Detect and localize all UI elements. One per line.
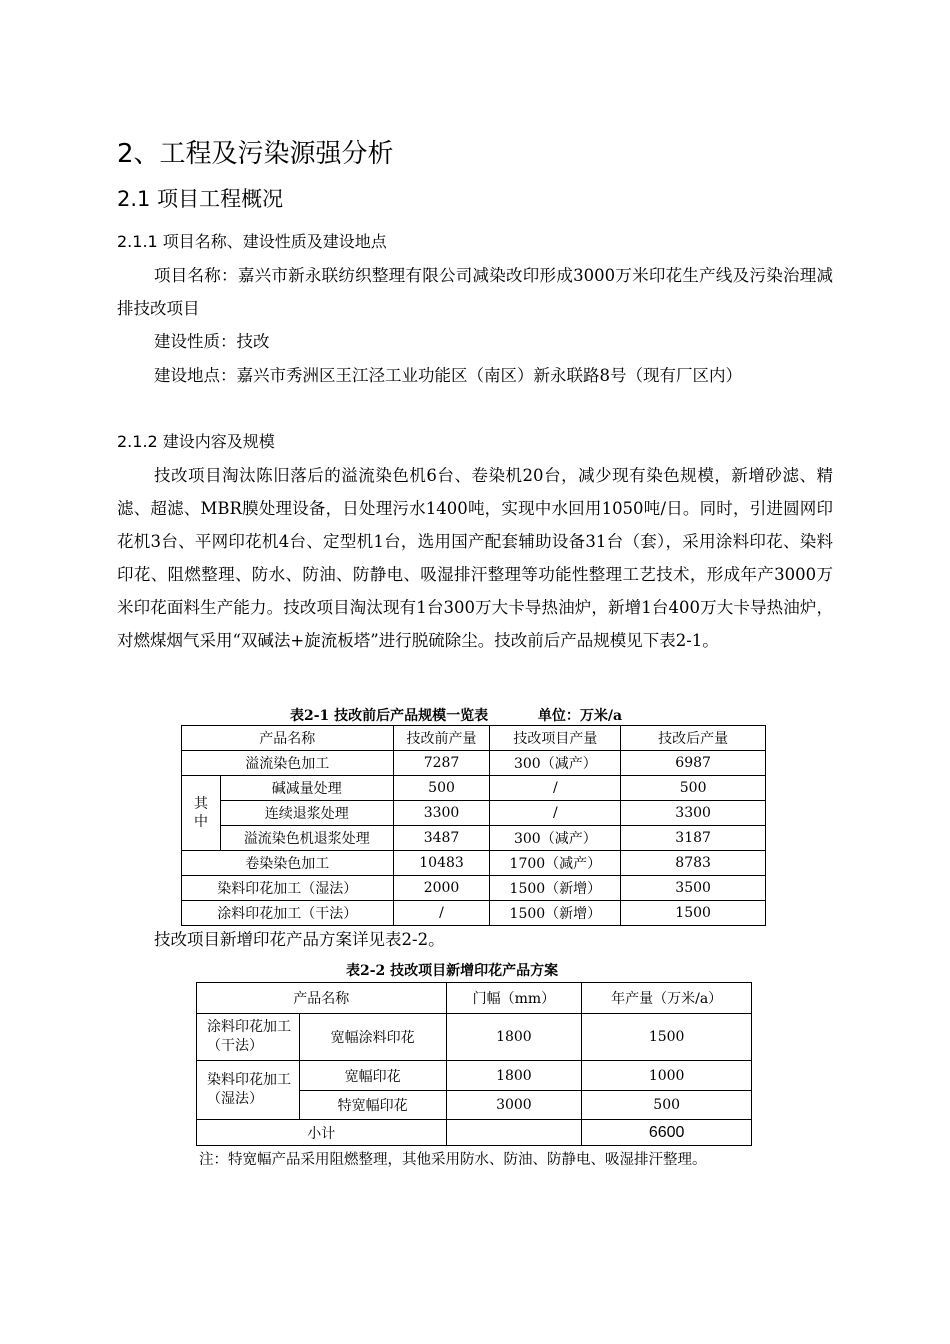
table1-header-project: 技改项目产量 <box>490 726 621 751</box>
table1-cell-before: 500 <box>393 776 490 801</box>
table1-cell-project: 1700（减产） <box>490 851 621 876</box>
table1-cell-project: 300（减产） <box>490 826 621 851</box>
table2-header-name: 产品名称 <box>197 983 447 1014</box>
table1-cell-project: / <box>490 776 621 801</box>
table1-cell-after: 500 <box>621 776 766 801</box>
table1-unit: 单位：万米/a <box>537 708 623 724</box>
table1-cell-name: 溢流染色机退浆处理 <box>220 826 393 851</box>
table-row <box>182 876 766 901</box>
table-row <box>182 851 766 876</box>
table2-subtotal-width <box>446 1120 582 1146</box>
table2-header-row <box>197 983 752 1014</box>
table2-cell-output: 1000 <box>582 1061 752 1091</box>
table1-cell-name: 碱减量处理 <box>220 776 393 801</box>
subsection-title-2-1-2: 2.1.2 建设内容及规模 <box>117 432 275 451</box>
table2-category-cell: 涂料印花加工（干法） <box>197 1014 300 1061</box>
table1-header-before: 技改前产量 <box>393 726 490 751</box>
table1-caption <box>290 707 622 725</box>
table1-cell-before: 3300 <box>393 801 490 826</box>
table1-cell-before: / <box>393 901 490 926</box>
table-row <box>197 1014 752 1061</box>
table2-cell-width: 3000 <box>446 1091 582 1120</box>
table1-cell-project: 1500（新增） <box>490 901 621 926</box>
table2-cell-name: 宽幅印花 <box>299 1061 446 1091</box>
table1-cell-before: 3487 <box>393 826 490 851</box>
table2-note: 注：特宽幅产品采用阻燃整理，其他采用防水、防油、防静电、吸湿排汗整理。 <box>199 1152 707 1168</box>
table2-cell-width: 1800 <box>446 1061 582 1091</box>
table1-header-row <box>182 726 766 751</box>
chapter-title: 2、工程及污染源强分析 <box>117 139 394 169</box>
product-scale-table <box>181 725 766 926</box>
table-row <box>182 801 766 826</box>
project-nature-paragraph: 建设性质：技改 <box>154 332 270 351</box>
table2-cell-name: 宽幅涂料印花 <box>299 1014 446 1061</box>
construction-content-paragraph: 技改项目淘汰陈旧落后的溢流染色机6台、卷染机20台，减少现有染色规模，新增砂滤、精滤、超滤、MBR膜处理设备，日处理污水1400吨，实现中水回用1050吨/日。同时，引进圆网印花机3台、平网印花机4台、定型机1台，选用国产配套辅助设备31台（套），采用涂料印花、染料印花、阻燃整理、防水、防油、防静电、吸湿排汗整理等功能性整理工艺技术，形成年产3000万米印花面料生产能力。技改项目淘汰现有1台300万大卡导热油炉，新增1台400万大卡导热油炉，对燃煤烟气采用“双碱法+旋流板塔”进行脱硫除尘。技改前后产品规模见下表2-1。 <box>117 466 833 650</box>
table1-header-name: 产品名称 <box>182 726 394 751</box>
project-name-paragraph: 项目名称：嘉兴市新永联纺织整理有限公司减染改印形成3000万米印花生产线及污染治理减排技改项目 <box>117 266 833 318</box>
table2-cell-output: 1500 <box>582 1014 752 1061</box>
subsection-title-2-1-1: 2.1.1 项目名称、建设性质及建设地点 <box>117 232 387 251</box>
table-row <box>182 776 766 801</box>
table1-cell-name: 连续退浆处理 <box>220 801 393 826</box>
table-row <box>182 826 766 851</box>
table1-cell-project: 1500（新增） <box>490 876 621 901</box>
table2-cell-width: 1800 <box>446 1014 582 1061</box>
table1-cell-before: 7287 <box>393 751 490 776</box>
table1-cell-after: 3187 <box>621 826 766 851</box>
table2-header-output: 年产量（万米/a） <box>582 983 752 1014</box>
table1-cell-after: 6987 <box>621 751 766 776</box>
table2-cell-output: 500 <box>582 1091 752 1120</box>
table2-caption: 表2-2 技改项目新增印花产品方案 <box>346 963 559 979</box>
table1-cell-project: / <box>490 801 621 826</box>
table2-subtotal-row <box>197 1120 752 1146</box>
table1-cell-after: 3500 <box>621 876 766 901</box>
table2-reference-text: 技改项目新增印花产品方案详见表2-2。 <box>154 930 445 949</box>
table-row <box>197 1061 752 1091</box>
section-title: 2.1 项目工程概况 <box>117 187 284 211</box>
table2-header-width: 门幅（mm） <box>446 983 582 1014</box>
table1-cell-after: 1500 <box>621 901 766 926</box>
table1-cell-after: 3300 <box>621 801 766 826</box>
table1-cell-name: 溢流染色加工 <box>182 751 394 776</box>
table1-header-after: 技改后产量 <box>621 726 766 751</box>
printing-product-table <box>196 982 752 1146</box>
table2-subtotal-label: 小计 <box>197 1120 447 1146</box>
table1-cell-name: 卷染染色加工 <box>182 851 394 876</box>
table2-subtotal-output: 6600 <box>582 1120 752 1146</box>
table1-group-label: 其中 <box>182 776 221 851</box>
table2-cell-name: 特宽幅印花 <box>299 1091 446 1120</box>
table1-caption-title: 表2-1 技改前后产品规模一览表 <box>290 708 489 724</box>
table1-cell-project: 300（减产） <box>490 751 621 776</box>
table1-cell-name: 染料印花加工（湿法） <box>182 876 394 901</box>
table1-cell-name: 涂料印花加工（干法） <box>182 901 394 926</box>
project-location-paragraph: 建设地点：嘉兴市秀洲区王江泾工业功能区（南区）新永联路8号（现有厂区内） <box>154 366 742 385</box>
table1-cell-before: 2000 <box>393 876 490 901</box>
table-row <box>182 901 766 926</box>
table1-cell-before: 10483 <box>393 851 490 876</box>
table1-cell-after: 8783 <box>621 851 766 876</box>
table2-category-cell: 染料印花加工（湿法） <box>197 1061 300 1120</box>
table-row <box>182 751 766 776</box>
